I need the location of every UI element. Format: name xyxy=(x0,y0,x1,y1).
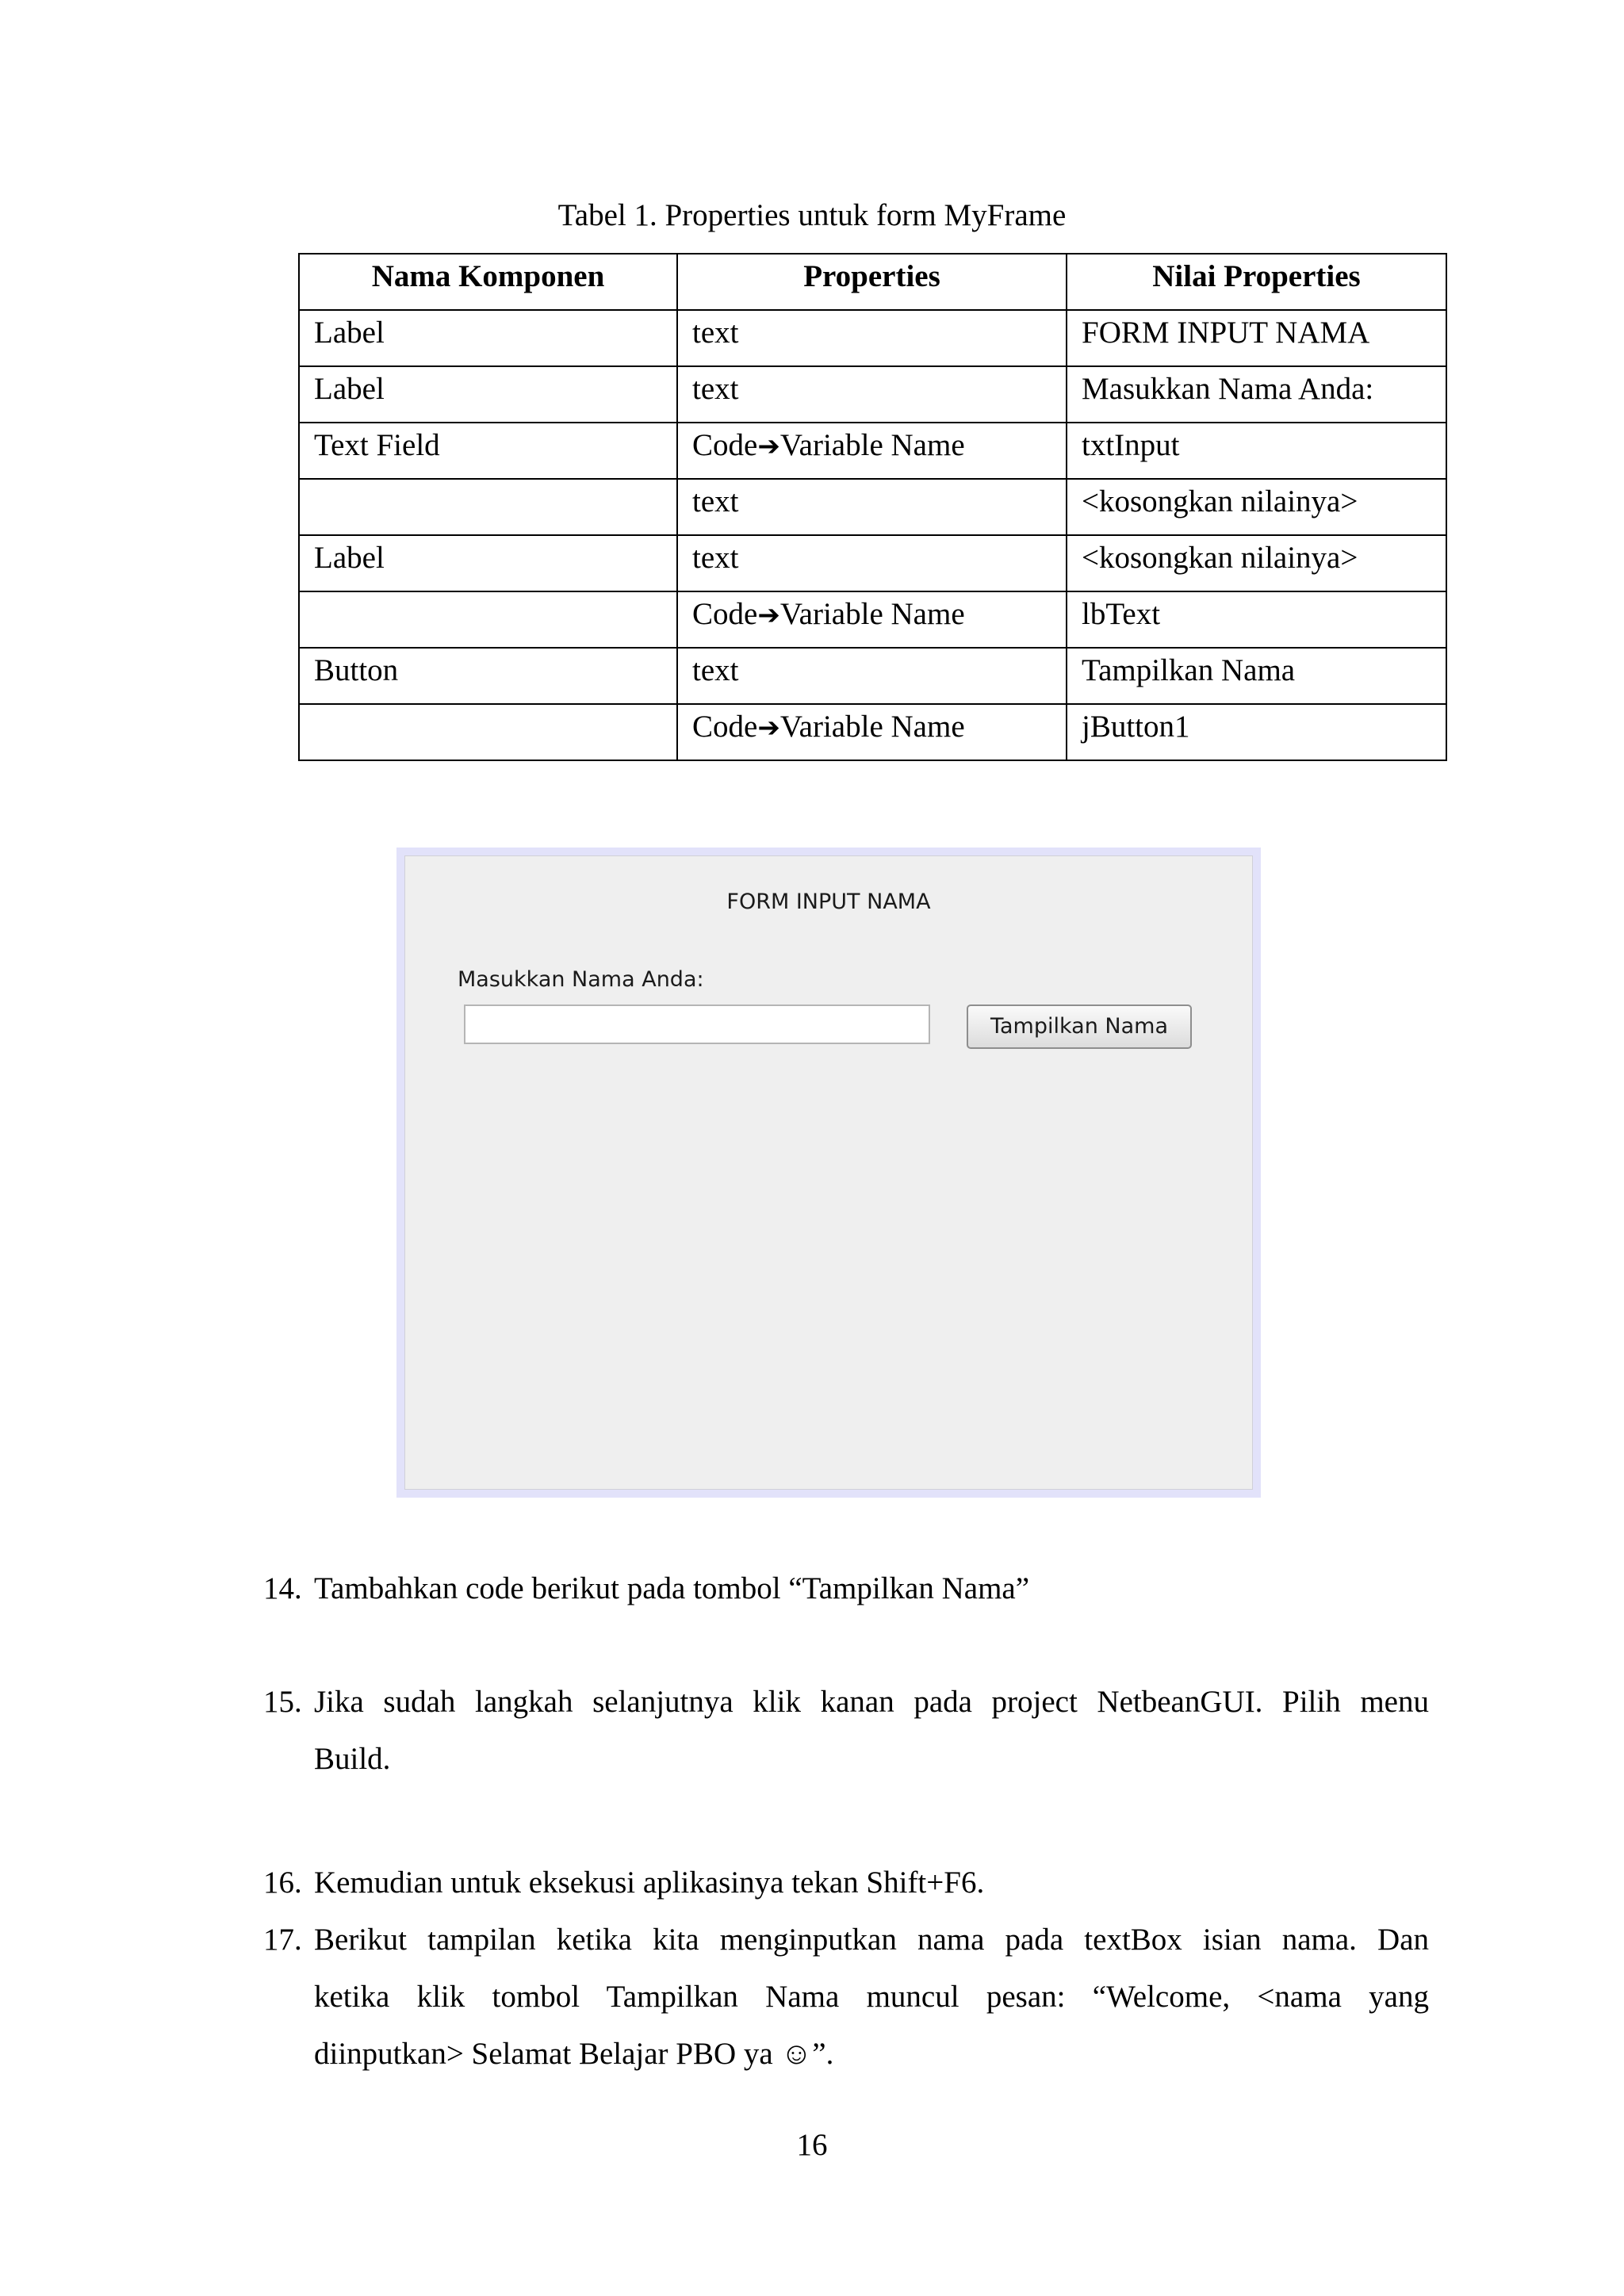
table-row xyxy=(299,591,1446,648)
form-window xyxy=(404,855,1253,1490)
cell-nilai-properties: Tampilkan Nama xyxy=(1067,648,1446,704)
cell-nama-komponen: Button xyxy=(299,648,677,704)
cell-nama-komponen: Label xyxy=(299,366,677,423)
property-name: text xyxy=(692,316,739,350)
page-number: 16 xyxy=(796,2128,828,2162)
header-nilai-properties: Nilai Properties xyxy=(1067,254,1446,310)
cell-properties xyxy=(677,704,1067,760)
step-number: 14. xyxy=(263,1571,302,1605)
properties-table xyxy=(298,253,1447,761)
cell-nilai-properties: FORM INPUT NAMA xyxy=(1067,310,1446,366)
arrow-right-icon: ➔ xyxy=(757,712,780,744)
name-text-field[interactable] xyxy=(464,1004,930,1044)
property-name: Code xyxy=(692,710,758,744)
table-row xyxy=(299,704,1446,760)
property-name: text xyxy=(692,653,739,687)
cell-nilai-properties: txtInput xyxy=(1067,423,1446,479)
form-screenshot xyxy=(396,848,1261,1498)
table-header-row xyxy=(299,254,1446,310)
arrow-right-icon: ➔ xyxy=(757,430,780,462)
property-name: text xyxy=(692,372,739,406)
step-text: Tambahkan code berikut pada tombol “Tampilkan Nama” xyxy=(314,1571,1030,1605)
table-row xyxy=(299,648,1446,704)
cell-nilai-properties: Masukkan Nama Anda: xyxy=(1067,366,1446,423)
cell-nama-komponen xyxy=(299,591,677,648)
step-text-line: Berikut tampilan ketika kita menginputkan nama pada textBox isian nama. Dan xyxy=(314,1923,1429,1957)
property-subname: Variable Name xyxy=(779,710,965,744)
arrow-right-icon: ➔ xyxy=(757,599,780,631)
header-nama-komponen: Nama Komponen xyxy=(299,254,677,310)
property-name: text xyxy=(692,484,739,519)
form-title-label: FORM INPUT NAMA xyxy=(726,890,931,914)
table-row xyxy=(299,479,1446,535)
cell-properties xyxy=(677,591,1067,648)
cell-nilai-properties: <kosongkan nilainya> xyxy=(1067,479,1446,535)
step-text: Kemudian untuk eksekusi aplikasinya tekan Shift+F6. xyxy=(314,1866,985,1900)
cell-properties xyxy=(677,310,1067,366)
step-text-line: Build. xyxy=(314,1742,391,1776)
name-prompt-label: Masukkan Nama Anda: xyxy=(458,967,704,992)
cell-nilai-properties: <kosongkan nilainya> xyxy=(1067,535,1446,591)
show-name-button[interactable]: Tampilkan Nama xyxy=(967,1004,1192,1049)
cell-nama-komponen: Text Field xyxy=(299,423,677,479)
step-number: 15. xyxy=(263,1685,302,1719)
property-subname: Variable Name xyxy=(779,428,965,462)
step-number: 17. xyxy=(263,1923,302,1957)
step-text-line: Jika sudah langkah selanjutnya klik kanan pada project NetbeanGUI. Pilih menu xyxy=(314,1685,1429,1719)
cell-nama-komponen xyxy=(299,479,677,535)
step-text-line: ketika klik tombol Tampilkan Nama muncul pesan: “Welcome, <nama yang xyxy=(314,1980,1429,2014)
cell-properties xyxy=(677,479,1067,535)
header-properties: Properties xyxy=(677,254,1067,310)
step-text-line: diinputkan> Selamat Belajar PBO ya ☺”. xyxy=(314,2037,834,2071)
cell-nama-komponen xyxy=(299,704,677,760)
step-number: 16. xyxy=(263,1866,302,1900)
cell-properties xyxy=(677,366,1067,423)
table-caption: Tabel 1. Properties untuk form MyFrame xyxy=(557,198,1067,232)
table-row xyxy=(299,423,1446,479)
property-name: Code xyxy=(692,428,758,462)
property-name: Code xyxy=(692,597,758,631)
cell-properties xyxy=(677,648,1067,704)
cell-nama-komponen: Label xyxy=(299,535,677,591)
table-row xyxy=(299,535,1446,591)
table-row xyxy=(299,310,1446,366)
cell-nama-komponen: Label xyxy=(299,310,677,366)
cell-nilai-properties: jButton1 xyxy=(1067,704,1446,760)
property-subname: Variable Name xyxy=(779,597,965,631)
table-row xyxy=(299,366,1446,423)
cell-nilai-properties: lbText xyxy=(1067,591,1446,648)
cell-properties xyxy=(677,423,1067,479)
cell-properties xyxy=(677,535,1067,591)
property-name: text xyxy=(692,541,739,575)
